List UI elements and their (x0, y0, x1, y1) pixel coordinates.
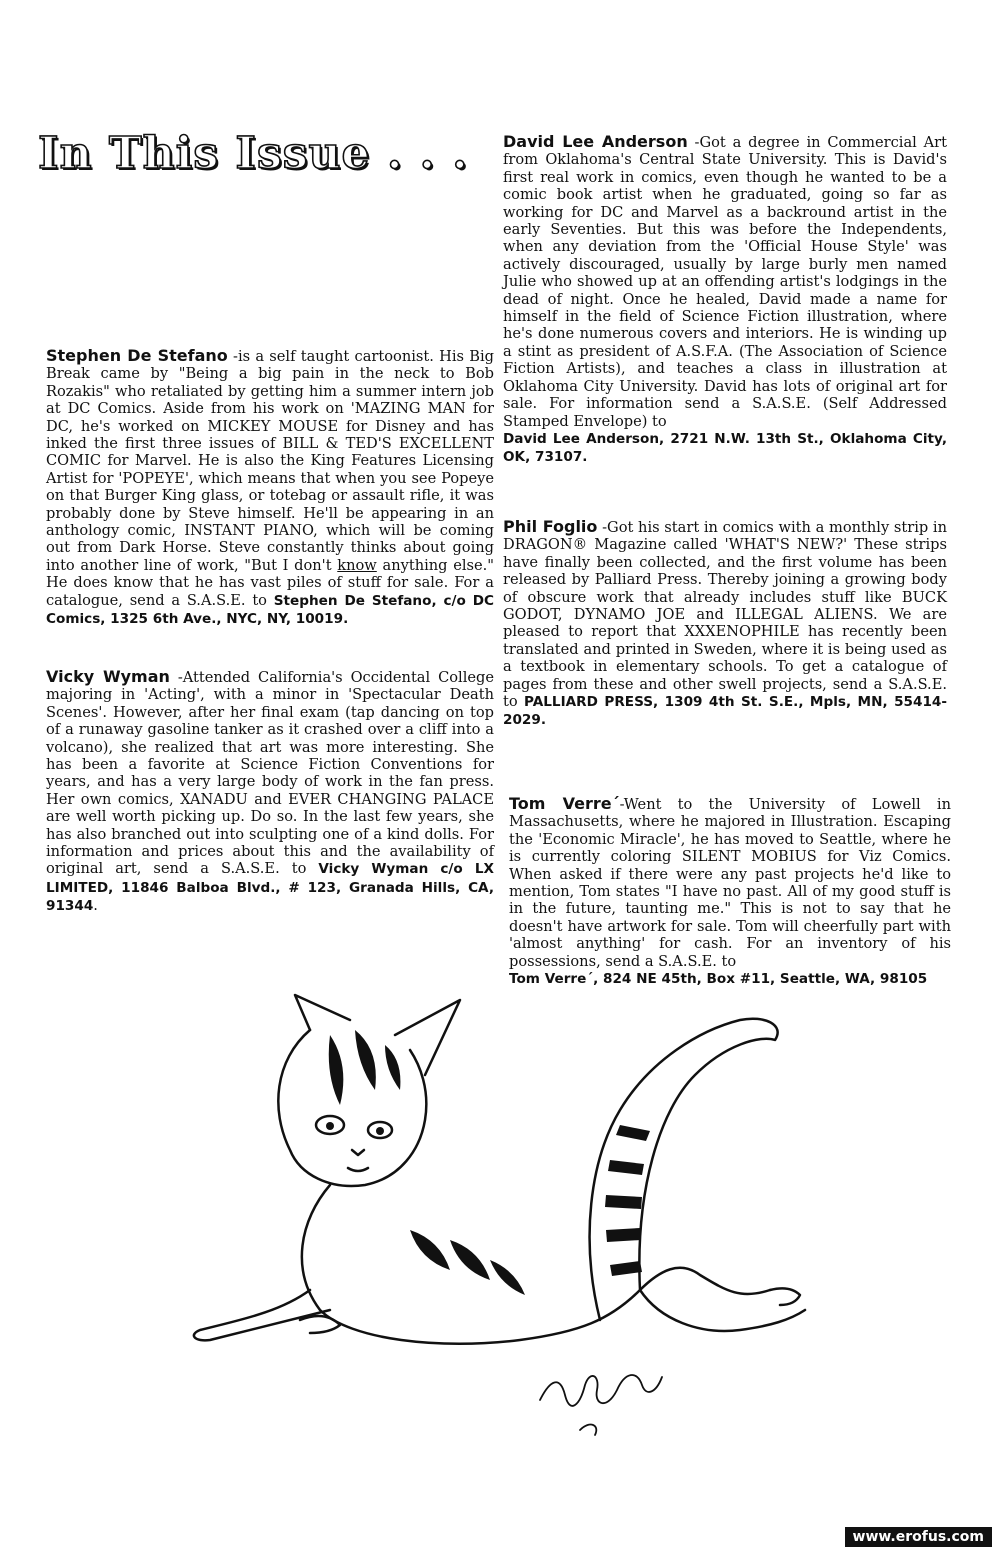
ear-left (295, 995, 350, 1030)
bio-stephen-de-stefano (46, 347, 494, 629)
nose (352, 1150, 364, 1155)
bio-text: -Got a degree in Commercial Art from Oklahoma's Central State University. This is David's first real work in comics, even though he wanted to be a comic book artist when he graduated, going so far as working for DC and Marvel as a backround artist in the early Seventies. But this was before the Independents, when any deviation from the 'Official House Style' was actively discouraged, usually by large burly men named Julie who showed up at an offending artist's lodgings in the dead of night. Once he healed, David made a name for himself in the field of Science Fiction illustration, where he's done numerous covers and interiors. He is winding up a stint as president of A.S.F.A. (The Association of Science Fiction Artists), and teaches a class in illustration at Oklahoma City University. David has lots of original art for sale. For information send a S.A.S.E. (Self Addressed Stamped Envelope) to (503, 134, 948, 430)
cat-girl-illustration (180, 990, 820, 1450)
head (278, 1030, 426, 1186)
bio-text: anything else." He does know that he has vast piles of stuff for sale. For a catalogue, send a S.A.S.E. to (46, 556, 494, 609)
leg (640, 1290, 805, 1331)
bio-address: Stephen De Stefano, c/o DC Comics, 1325 6th Ave., NYC, NY, 10019. (46, 592, 494, 628)
signature-drawing (540, 1375, 662, 1435)
bio-name: Stephen De Stefano (46, 346, 228, 365)
bio-david-lee-anderson (503, 133, 947, 467)
body (302, 1185, 770, 1344)
mouth (348, 1168, 368, 1171)
ear-right (395, 1000, 460, 1075)
bio-text: -Got his start in comics with a monthly strip in DRAGON® Magazine called 'WHAT'S NEW?' These strips have finally been collected, and the first volume has been released by Palliard Press. Thereby joining a growing body of obscure work that already includes stuff like BUCK GODOT, DYNAMO JOE and ILLEGAL ALIENS. We are pleased to report that XXXENOPHILE has recently been translated and printed in Sweden, where it is being used as a textbook in elementary schools. To get a catalogue of pages from these and other swell projects, send a S.A.S.E. to (503, 519, 947, 711)
bio-vicky-wyman (46, 668, 494, 916)
bio-name: Tom Verre´ (509, 794, 620, 813)
bio-underlined-word: know (337, 556, 377, 574)
hand (300, 1316, 340, 1333)
bio-name: Phil Foglio (503, 517, 598, 536)
bio-tom-verre (509, 795, 951, 988)
body-stripes (410, 1230, 525, 1295)
bio-text-end: . (93, 897, 98, 915)
foot (770, 1288, 800, 1305)
bio-text: -Attended California's Occidental College majoring in 'Acting', with a minor in 'Spectacular Death Scenes'. However, after her final exam (tap dancing on top of a runaway gasoline tanker as it crashed over a cliff into a volcano), she realized that art was more interesting. She has been a favorite at Science Fiction Conventions for years, and has a very large body of work in the fan press. Her own comics, XANADU and EVER CHANGING PALACE are well worth picking up. Do so. In the last few years, she has also branched out into sculpting one of a kind dolls. For information and prices about this and the availability of original art, send a S.A.S.E. to (46, 669, 494, 878)
bio-address: Tom Verre´, 824 NE 45th, Box #11, Seattle, WA, 98105 (509, 971, 928, 988)
watermark: www.erofus.com (845, 1527, 992, 1547)
bio-address: David Lee Anderson, 2721 N.W. 13th St., Oklahoma City, OK, 73107. (503, 430, 947, 466)
bio-name: Vicky Wyman (46, 667, 170, 686)
bio-name: David Lee Anderson (503, 132, 688, 151)
bio-phil-foglio (503, 518, 947, 730)
bio-text: -is a self taught cartoonist. His Big Break came by "Being a big pain in the neck to Bob Rozakis" who retaliated by getting him a summer intern job at DC Comics. Aside from his work on 'MAZING MAN for DC, he's worked on MICKEY MOUSE for Disney and has inked the first three issues of BILL & TED'S EXCELLENT COMIC for Marvel. He is also the King Features Licensing Artist for 'POPEYE', which means that when you see Popeye on that Burger King glass, or totebag or assault rifle, it was probably done by Steve himself. He'll be appearing in an anthology comic, INSTANT PIANO, which will be coming out from Dark Horse. Steve constantly thinks about going into another line of work, "But I don't (46, 348, 494, 574)
head-stripes (329, 1030, 401, 1105)
bio-address: PALLIARD PRESS, 1309 4th St. S.E., Mpls, MN, 55414-2029. (503, 694, 948, 729)
bio-text: -Went to the University of Lowell in Massachusetts, where he majored in Illustration. Escaping the 'Economic Miracle', he has moved to Seattle, where he is currently coloring SILENT MOBIUS for Viz Comics. When asked if there were any past projects he'd like to mention, Tom states "I have no past. All of my good stuff is in the future, taunting me." This is not to say that he doesn't have artwork for sale. Tom will cheerfully part with 'almost anything' for cash. For an inventory of his possessions, send a S.A.S.E. to (509, 796, 952, 970)
bio-address: Vicky Wyman c/o LX LIMITED, 11846 Balboa Blvd., # 123, Granada Hills, CA, 91344 (46, 861, 494, 915)
page-title: In This Issue . . . (38, 128, 469, 179)
